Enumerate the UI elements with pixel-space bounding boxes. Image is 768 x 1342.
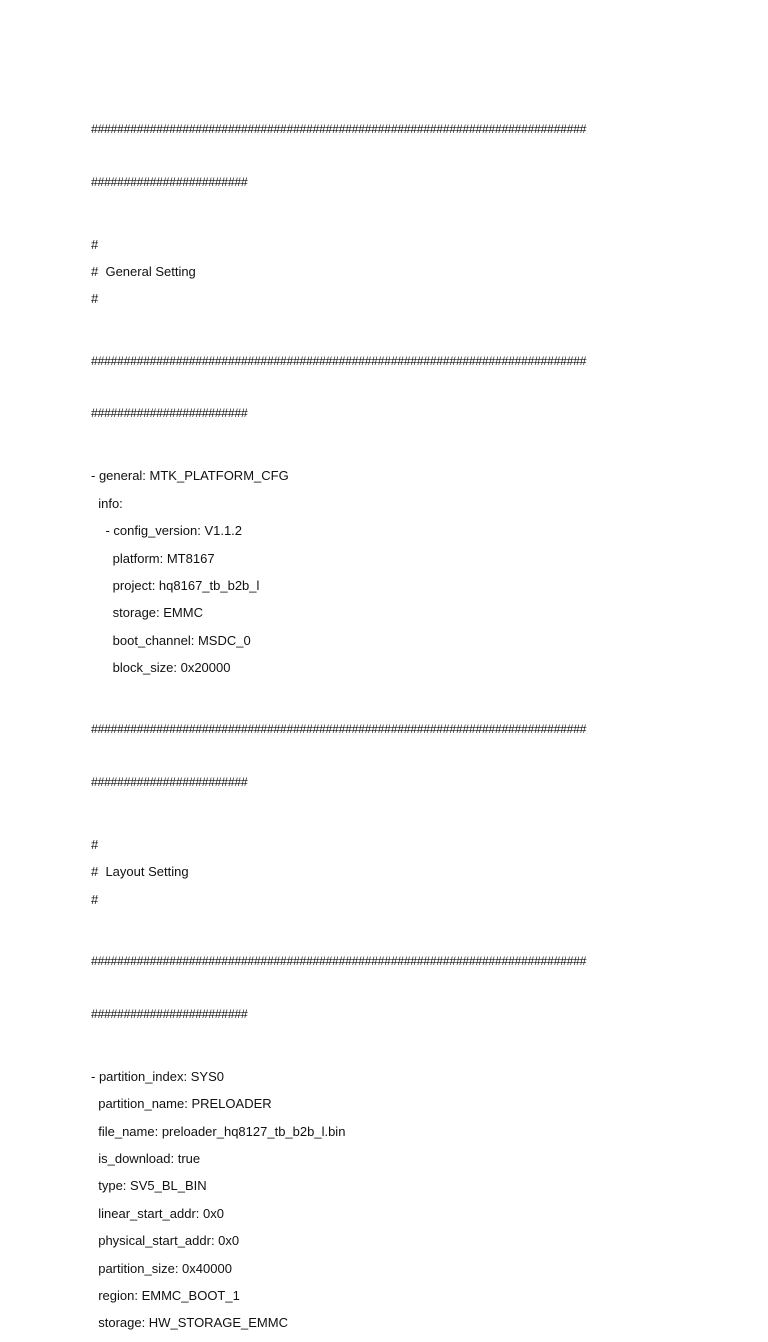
section-heading-layout: # Layout Setting — [91, 864, 189, 880]
comment-line: # — [91, 837, 99, 853]
config-line: storage: HW_STORAGE_EMMC — [91, 1315, 288, 1331]
config-line: - config_version: V1.1.2 — [91, 523, 243, 539]
separator-row: ############################################################################ — [91, 353, 587, 368]
config-line: project: hq8167_tb_b2b_l — [91, 577, 260, 593]
config-line: boot_channel: MSDC_0 — [91, 632, 251, 648]
config-line: info: — [91, 495, 123, 511]
separator-row: ############################################################################ — [91, 954, 587, 969]
config-line: file_name: preloader_hq8127_tb_b2b_l.bin — [91, 1123, 346, 1139]
comment-line: # — [91, 291, 99, 307]
separator-row: ######################## — [91, 406, 248, 421]
config-line: physical_start_addr: 0x0 — [91, 1233, 240, 1249]
config-line: linear_start_addr: 0x0 — [91, 1205, 224, 1221]
separator-row: ######################## — [91, 1006, 248, 1021]
section-heading-general: # General Setting — [91, 263, 196, 279]
config-line: - partition_index: SYS0 — [91, 1068, 224, 1084]
config-line: type: SV5_BL_BIN — [91, 1178, 207, 1194]
separator-row: ############################################################################ — [91, 122, 587, 136]
config-line: partition_size: 0x40000 — [91, 1260, 232, 1276]
config-line: region: EMMC_BOOT_1 — [91, 1287, 240, 1303]
separator-line — [91, 318, 676, 458]
document-body — [91, 86, 676, 1342]
config-line: partition_name: PRELOADER — [91, 1096, 272, 1112]
separator-line — [91, 918, 676, 1058]
separator-row: ######################## — [91, 774, 248, 789]
separator-row: ############################################################################ — [91, 722, 587, 737]
separator-row: ######################## — [91, 174, 248, 189]
separator-line — [91, 86, 676, 226]
comment-line: # — [91, 891, 99, 907]
config-line: is_download: true — [91, 1151, 201, 1167]
config-line: - general: MTK_PLATFORM_CFG — [91, 468, 289, 484]
config-line: block_size: 0x20000 — [91, 660, 231, 676]
comment-line: # — [91, 236, 99, 252]
config-line: platform: MT8167 — [91, 550, 215, 566]
separator-line — [91, 686, 676, 826]
config-line: storage: EMMC — [91, 605, 203, 621]
